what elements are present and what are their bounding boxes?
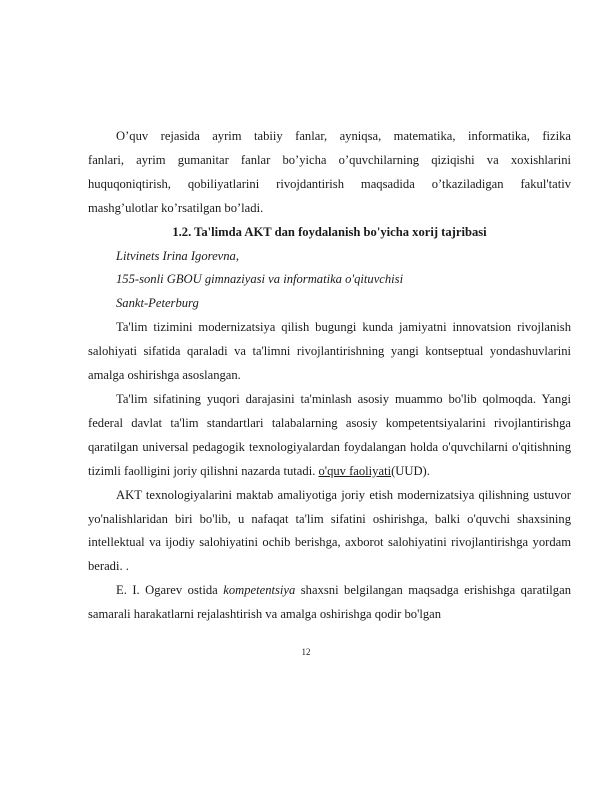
page-number: 12	[301, 647, 311, 657]
paragraph-ogarev-post: shaxsni belgilangan maqsadga erishishga qaratilgan samarali harakatlarni rejalashtirish va amalga oshirishga qodir bo'lgan	[88, 583, 571, 622]
paragraph-modernization: Ta'lim tizimini modernizatsiya qilish bugungi kunda jamiyatni innovatsion rivojlanish salohiyati sifatida qaraladi va ta'limni rivojlantirishning yangi kontseptual yondashuvlarini amalga oshirishga asoslangan.	[88, 320, 571, 383]
section-heading: 1.2. Ta'limda AKT dan foydalanish bo'yicha xorij tajribasi	[172, 224, 487, 239]
paragraph-fakultativ: fanlari, ayrim gumanitar fanlar bo’yicha o’quvchilarning qiziqishi va xoxishlarini huquqoniqtirish, qobiliyatlarini rivojdantirish maqsadida o’tkaziladigan fakul'tativ mashg’ulotlar ko’rsatilgan bo’ladi.	[88, 152, 571, 215]
paragraph-ogarev	[88, 579, 571, 627]
paragraph-first-line: O’quv rejasida ayrim tabiiy fanlar, ayniqsa, matematika, informatika, fizika	[116, 129, 571, 143]
paragraph-akt: AKT texnologiyalarini maktab amaliyotiga joriy etish modernizatsiya qilishning ustuvor yo'nalishlaridan biri bo'lib, u nafaqat ta'lim sifatini oshirishga, balki o'quvchi shaxsining intellektual va ijodiy salohiyatini ochib berishga, axborot salohiyatini rivojlantirishga yordam beradi. .	[88, 487, 571, 574]
document-page	[88, 125, 571, 627]
paragraph-ogarev-pre: E. I. Ogarev ostida	[116, 583, 218, 598]
author-name: Litvinets Irina Igorevna,	[116, 248, 240, 263]
paragraph-quality-tail: (UUD).	[391, 463, 430, 478]
term-kompetentsiya: kompetentsiya	[223, 583, 296, 598]
author-affiliation: 155-sonli GBOU gimnaziyasi va informatika o'qituvchisi	[116, 272, 404, 287]
paragraph-quality-text: Ta'lim sifatining yuqori darajasini ta'minlash asosiy muammo bo'lib qolmoqda. Yangi federal davlat ta'lim standartlari talabalarning asosiy kompetentsiyalarini rivojlantirishga qaratilgan universal pedagogik texnologiyalardan foydalangan holda o'quvchilarni o'qitishning tizimli faolligini joriy qilishni nazarda tutadi.	[88, 391, 571, 478]
uud-link[interactable]: o'quv faoliyati	[318, 463, 392, 478]
author-city: Sankt-Peterburg	[116, 296, 199, 311]
paragraph-quality	[88, 388, 571, 484]
